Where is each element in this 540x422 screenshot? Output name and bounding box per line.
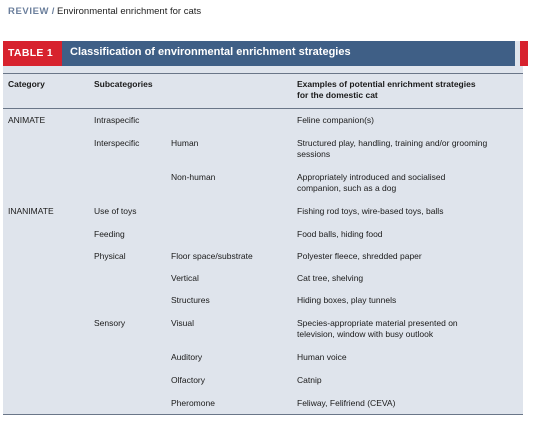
table-title: Classification of environmental enrichment strategies: [70, 46, 351, 58]
column-header-subcategories: Subcategories: [94, 79, 153, 89]
cell-sub-subcategory: Human: [171, 138, 199, 148]
cell-sub-subcategory: Olfactory: [171, 375, 206, 385]
cell-sub-subcategory: Non-human: [171, 172, 216, 182]
cell-example: Appropriately introduced and socialised companion, such as a dog: [297, 172, 446, 193]
cell-example: Fishing rod toys, wire-based toys, balls: [297, 206, 444, 216]
cell-subcategory: Feeding: [94, 229, 125, 239]
table-rule-bottom: [3, 414, 523, 415]
cell-example: Cat tree, shelving: [297, 273, 364, 283]
cell-sub-subcategory: Floor space/substrate: [171, 251, 253, 261]
red-edge-marker: [520, 41, 528, 66]
cell-sub-subcategory: Auditory: [171, 352, 203, 362]
header-title: Environmental enrichment for cats: [57, 6, 202, 17]
cell-example: Feline companion(s): [297, 115, 375, 125]
cell-subcategory: Sensory: [94, 318, 126, 328]
cell-subcategory: Interspecific: [94, 138, 140, 148]
column-header-examples: Examples of potential enrichment strategies for the domestic cat: [297, 79, 476, 100]
cell-sub-subcategory: Structures: [171, 295, 210, 305]
cell-example: Feliway, Felifriend (CEVA): [297, 398, 396, 408]
header-rule-top: [3, 73, 523, 74]
cell-subcategory: Physical: [94, 251, 126, 261]
cell-example: Human voice: [297, 352, 347, 362]
cell-example: Species-appropriate material presented on television, window with busy outlook: [297, 318, 458, 339]
section-label: REVIEW: [8, 6, 50, 17]
header-separator: /: [51, 6, 55, 17]
running-header: [8, 6, 201, 17]
cell-example: Catnip: [297, 375, 322, 385]
header-rule-bottom: [3, 108, 523, 109]
cell-subcategory: Intraspecific: [94, 115, 140, 125]
cell-category: ANIMATE: [8, 115, 46, 125]
column-header-category: Category: [8, 79, 45, 89]
cell-example: Hiding boxes, play tunnels: [297, 295, 397, 305]
cell-subcategory: Use of toys: [94, 206, 137, 216]
cell-example: Structured play, handling, training and/or grooming sessions: [297, 138, 488, 159]
cell-sub-subcategory: Visual: [171, 318, 194, 328]
cell-sub-subcategory: Pheromone: [171, 398, 215, 408]
cell-sub-subcategory: Vertical: [171, 273, 199, 283]
cell-category: INANIMATE: [8, 206, 54, 216]
table-number-tag: TABLE 1: [3, 41, 62, 66]
cell-example: Polyester fleece, shredded paper: [297, 251, 422, 261]
cell-example: Food balls, hiding food: [297, 229, 383, 239]
